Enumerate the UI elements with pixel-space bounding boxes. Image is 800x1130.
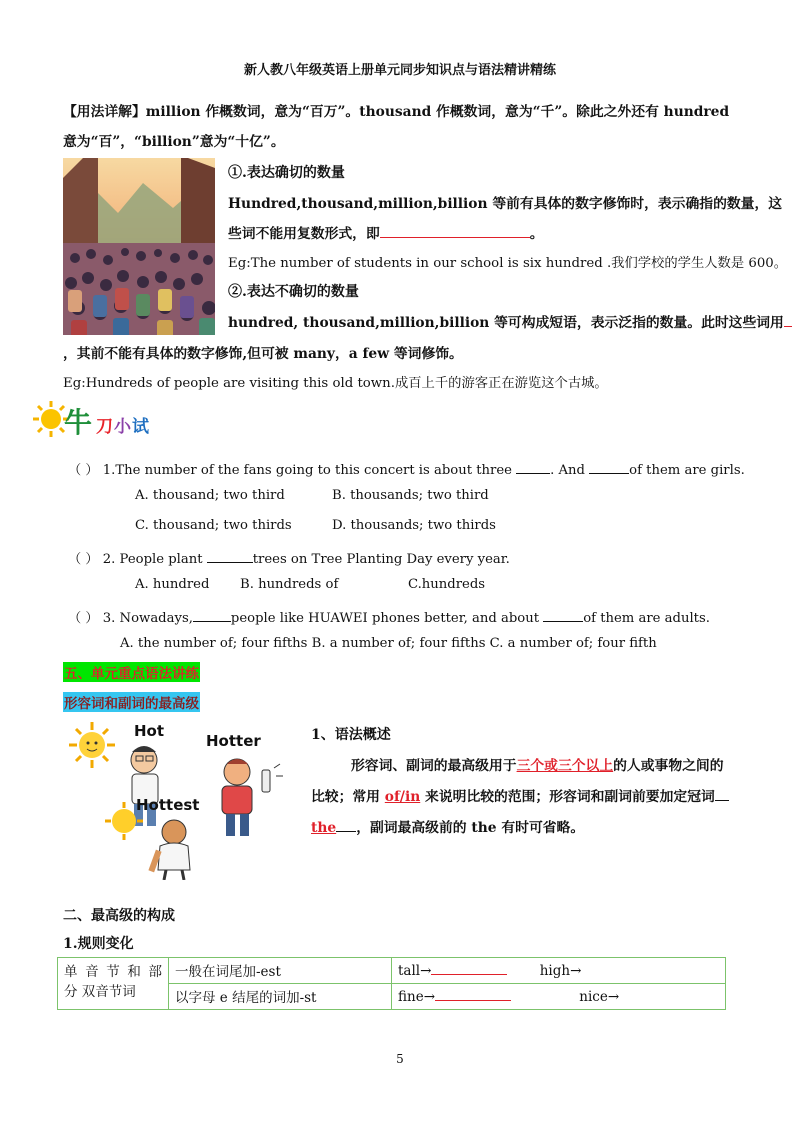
exact-line-2 [228, 222, 544, 242]
usage-line-2: 意为“百”，“billion”意为“十亿”。 [63, 134, 285, 150]
page-number: 5 [396, 1052, 404, 1066]
example-2: nice→ [579, 989, 620, 1005]
overview-line-1-b: 的人或事物之间的 [613, 758, 724, 774]
rule-cell: 以字母 e 结尾的词加-st [169, 984, 392, 1010]
exact-heading: ①.表达确切的数量 [228, 165, 345, 181]
inexact-example: Eg:Hundreds of people are visiting this old town.成百上千的游客正在游览这个古城。 [63, 376, 608, 391]
overview-answer-the: the [311, 820, 337, 836]
answer-blank[interactable] [336, 817, 356, 832]
logo-char-1: 牛 [64, 406, 93, 439]
example-cell [392, 958, 726, 984]
quiz-logo [32, 400, 162, 440]
answer-blank[interactable] [380, 223, 530, 238]
usage-line-1: 【用法详解】million 作概数词，意为“百万”。thousand 作概数词，意为“千”。除此之外还有 hundred [63, 104, 730, 120]
category-cell: 单 音 节 和 部 分 双音节词 [58, 958, 169, 1010]
inexact-line-1 [228, 311, 792, 331]
comic-label-hot: Hot [134, 722, 165, 740]
overview-line-2 [311, 785, 729, 805]
question-1-text-b: . And [550, 463, 590, 478]
question-3-text-b: people like HUAWEI phones better, and about [230, 611, 544, 626]
answer-blank[interactable] [589, 459, 629, 474]
construction-heading: 二、最高级的构成 [63, 908, 175, 924]
overview-line-1-a: 形容词、副词的最高级用于 [351, 758, 517, 774]
section-subtitle: 形容词和副词的最高级 [63, 692, 200, 712]
sun-icon [69, 722, 115, 768]
q2-option-c[interactable]: C.hundreds [408, 577, 486, 592]
overview-highlight: of/in [384, 789, 421, 805]
exact-line-2-end: 。 [529, 226, 544, 242]
comic-label-hotter: Hotter [206, 732, 261, 750]
q2-option-b[interactable]: B. hundreds of [240, 577, 339, 592]
overview-line-3-b: ，副词最高级前的 the 有时可省略。 [356, 820, 585, 836]
crowd-illustration [63, 158, 215, 335]
q1-option-c[interactable]: C. thousand; two thirds [135, 518, 292, 533]
question-3 [68, 607, 710, 626]
exact-line-1: Hundred,thousand,million,billion 等前有具体的数字修饰时，表示确指的数量，这 [228, 196, 783, 212]
overview-line-1 [351, 754, 724, 774]
overview-line-2-a: 比较；常用 [311, 789, 385, 805]
rules-table [57, 957, 726, 1010]
answer-blank[interactable] [435, 986, 511, 1001]
answer-paren[interactable]: （ ） [68, 463, 99, 478]
q3-options[interactable]: A. the number of; four fifths B. a number of; four fifths C. a number of; four fifth [120, 636, 657, 651]
answer-paren[interactable]: （ ） [68, 552, 99, 567]
table-row [58, 958, 726, 984]
page-header: 新人教八年级英语上册单元同步知识点与语法精讲精练 [243, 63, 556, 78]
example-2: high→ [539, 963, 582, 979]
inexact-heading: ②.表达不确切的数量 [228, 284, 359, 300]
question-2 [68, 548, 510, 567]
overview-highlight: 三个或三个以上 [516, 758, 614, 774]
overview-line-2-b: 来说明比较的范围；形容词和副词前要加定冠词 [420, 789, 715, 805]
question-2-text-b: trees on Tree Planting Day every year. [252, 552, 510, 567]
question-1 [68, 459, 745, 478]
q1-option-d[interactable]: D. thousands; two thirds [332, 518, 496, 533]
question-3-text-c: of them are adults. [583, 611, 710, 626]
logo-char-2: 刀 [96, 417, 113, 437]
logo-char-4: 试 [132, 417, 149, 437]
answer-blank[interactable] [193, 607, 231, 622]
question-2-text-a: 2. People plant [102, 552, 207, 567]
answer-blank[interactable] [784, 312, 792, 327]
answer-blank[interactable] [715, 786, 729, 801]
answer-paren[interactable]: （ ） [68, 611, 99, 626]
inexact-line-1-text: hundred, thousand,million,billion 等可构成短语，表示泛指的数量。此时这些词用 [228, 315, 784, 331]
answer-blank[interactable] [207, 548, 253, 563]
example-1: fine→ [398, 989, 435, 1005]
section-title: 五、单元重点语法讲练 [63, 662, 200, 682]
construction-sub: 1.规则变化 [63, 936, 134, 952]
q2-option-a[interactable]: A. hundred [135, 577, 210, 592]
q1-option-a[interactable]: A. thousand; two third [135, 488, 285, 503]
example-1: tall→ [398, 963, 432, 979]
question-3-text-a: 3. Nowadays, [102, 611, 193, 626]
comic-label-hottest: Hottest [136, 796, 200, 814]
answer-blank[interactable] [431, 960, 507, 975]
answer-blank[interactable] [543, 607, 583, 622]
q1-option-b[interactable]: B. thousands; two third [332, 488, 489, 503]
question-1-text-a: 1.The number of the fans going to this concert is about three [102, 463, 517, 478]
inexact-line-2: ，其前不能有具体的数字修饰,但可被 many，a few 等词修饰。 [63, 346, 463, 362]
example-cell [392, 984, 726, 1010]
rule-cell: 一般在词尾加-est [169, 958, 392, 984]
comic-illustration [62, 720, 302, 880]
overview-line-3 [311, 816, 584, 836]
overview-heading: 1、语法概述 [311, 727, 391, 743]
exact-example: Eg:The number of students in our school is six hundred .我们学校的学生人数是 600。 [228, 256, 788, 271]
logo-char-3: 小 [114, 417, 131, 437]
answer-blank[interactable] [516, 459, 550, 474]
exact-line-2-text: 些词不能用复数形式，即 [228, 226, 380, 242]
question-1-text-c: of them are girls. [629, 463, 745, 478]
